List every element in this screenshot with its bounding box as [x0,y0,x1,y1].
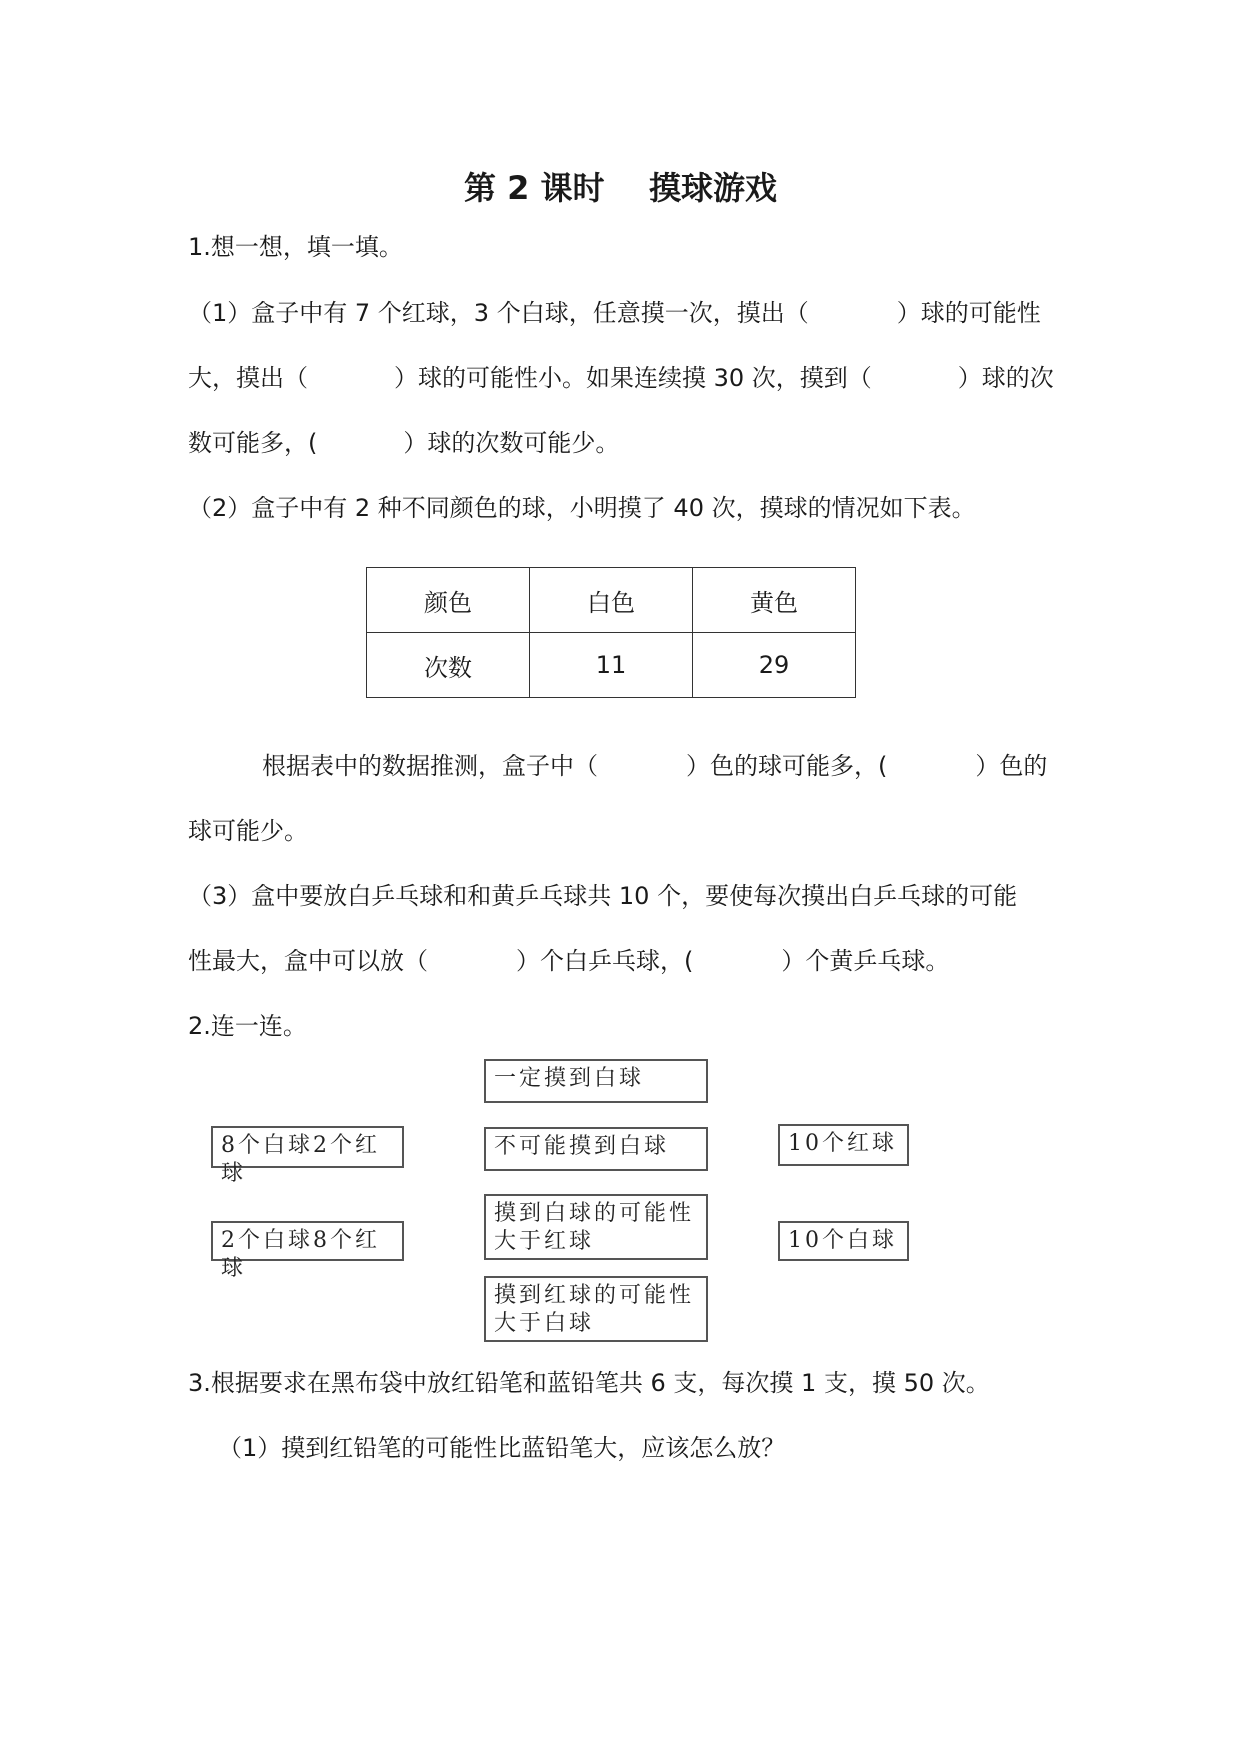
match-box-right[interactable]: 10个白球 [778,1221,909,1261]
table-row [367,568,856,633]
page-title: 第 2 课时 摸球游戏 [463,169,778,207]
table-cell: 黄色 [693,568,856,633]
q1-heading: 1.想一想，填一填。 [188,233,403,261]
q1-part1-line1: （1）盒子中有 7 个红球，3 个白球，任意摸一次，摸出（ ）球的可能性 [188,299,1041,327]
match-box-left[interactable]: 2个白球8个红球 [211,1221,404,1261]
match-box-middle[interactable]: 一定摸到白球 [484,1059,708,1103]
q1-part2-line2: 球可能少。 [188,817,308,845]
q3-sub1: （1）摸到红铅笔的可能性比蓝铅笔大，应该怎么放？ [218,1434,786,1462]
match-box-left[interactable]: 8个白球2个红球 [211,1126,404,1168]
q1-part2-line1: 根据表中的数据推测，盒子中（ ）色的球可能多，( ）色的 [262,752,1048,780]
q3-heading: 3.根据要求在黑布袋中放红铅笔和蓝铅笔共 6 支，每次摸 1 支，摸 50 次。 [188,1369,990,1397]
match-box-middle[interactable]: 不可能摸到白球 [484,1127,708,1171]
q1-part3-line2: 性最大，盒中可以放（ ）个白乒乓球，( ）个黄乒乓球。 [188,947,950,975]
table-cell: 次数 [367,633,530,698]
tally-table [366,567,856,698]
match-box-middle[interactable]: 摸到白球的可能性大于红球 [484,1194,708,1260]
table-cell: 颜色 [367,568,530,633]
q1-part2-intro: （2）盒子中有 2 种不同颜色的球，小明摸了 40 次，摸球的情况如下表。 [188,494,976,522]
q1-part3-line1: （3）盒中要放白乒乓球和和黄乒乓球共 10 个，要使每次摸出白乒乓球的可能 [188,882,1018,910]
match-box-middle[interactable]: 摸到红球的可能性大于白球 [484,1276,708,1342]
table-cell: 29 [693,633,856,698]
match-box-right[interactable]: 10个红球 [778,1124,909,1166]
q1-part1-line3: 数可能多，( ）球的次数可能少。 [188,429,620,457]
table-cell: 11 [530,633,693,698]
q2-heading: 2.连一连。 [188,1012,307,1040]
table-row [367,633,856,698]
q1-part1-line2: 大，摸出（ ）球的可能性小。如果连续摸 30 次，摸到（ ）球的次 [188,364,1054,392]
table-cell: 白色 [530,568,693,633]
